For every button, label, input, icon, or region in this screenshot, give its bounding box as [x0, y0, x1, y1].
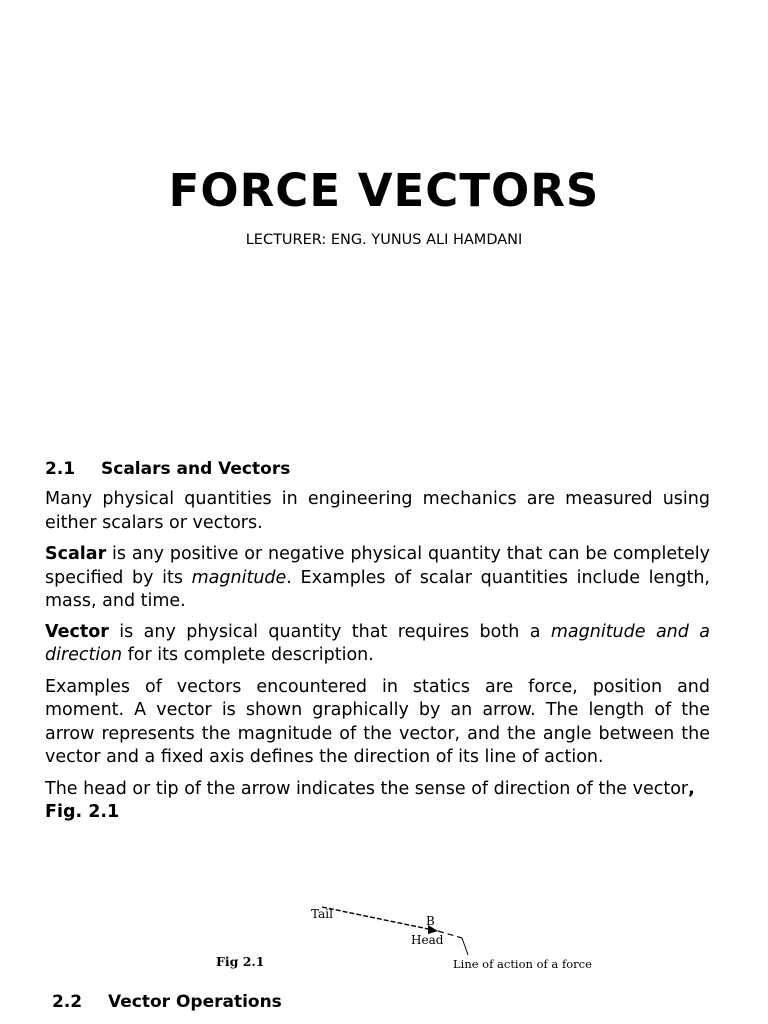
- section-title: Scalars and Vectors: [101, 459, 291, 479]
- label-tail: Tail: [311, 907, 333, 921]
- section-number: 2.1: [45, 459, 76, 479]
- figure-caption: Fig 2.1: [216, 954, 265, 969]
- lecturer-line: LECTURER: ENG. YUNUS ALI HAMDANI: [245, 232, 523, 248]
- leader-line: [462, 938, 468, 955]
- vector-term: Vector: [45, 621, 109, 642]
- figure-2-1: [200, 895, 600, 985]
- figure-reference: , Fig. 2.1: [45, 778, 695, 822]
- paragraph-vector: [45, 621, 710, 668]
- vector-text-b: for its complete description.: [122, 645, 374, 665]
- label-head: Head: [411, 933, 444, 947]
- label-line-of-action: Line of action of a force: [453, 957, 592, 971]
- section-heading-2-2: [52, 991, 282, 1013]
- head-text: The head or tip of the arrow indicates the sense of direction of the vector: [45, 778, 689, 799]
- scalar-term: Scalar: [45, 544, 107, 564]
- paragraph-head: [45, 778, 710, 825]
- section-heading-2-1: [45, 458, 290, 480]
- paragraph-examples: Examples of vectors encountered in statics are force, position and moment. A vector is shown graphically by an arrow. The length of the arrow represents the magnitude of the vector, and the angle between the vector and a fixed axis defines the direction of its line of action.: [45, 676, 710, 767]
- paragraph-scalar: [45, 543, 710, 614]
- magnitude-term: magnitude: [191, 567, 287, 588]
- vector-diagram: [200, 895, 600, 985]
- section-number: 2.2: [52, 992, 83, 1012]
- vector-arrow-line: [322, 907, 438, 931]
- scalar-text-b: . Examples of scalar quantities include length, mass, and time.: [45, 567, 710, 611]
- page-title: FORCE VECTORS: [168, 164, 600, 217]
- section-body: [45, 488, 710, 833]
- vector-text-a: is any physical quantity that requires both a: [108, 621, 551, 642]
- magnitude-direction-term: magnitude and a direction: [45, 621, 711, 665]
- label-b: B: [426, 914, 435, 928]
- scalar-text-a: is any positive or negative physical quantity that can be completely specified by its: [45, 544, 710, 588]
- section-title: Vector Operations: [108, 992, 282, 1012]
- paragraph-intro: Many physical quantities in engineering mechanics are measured using either scalars or vectors.: [45, 489, 710, 533]
